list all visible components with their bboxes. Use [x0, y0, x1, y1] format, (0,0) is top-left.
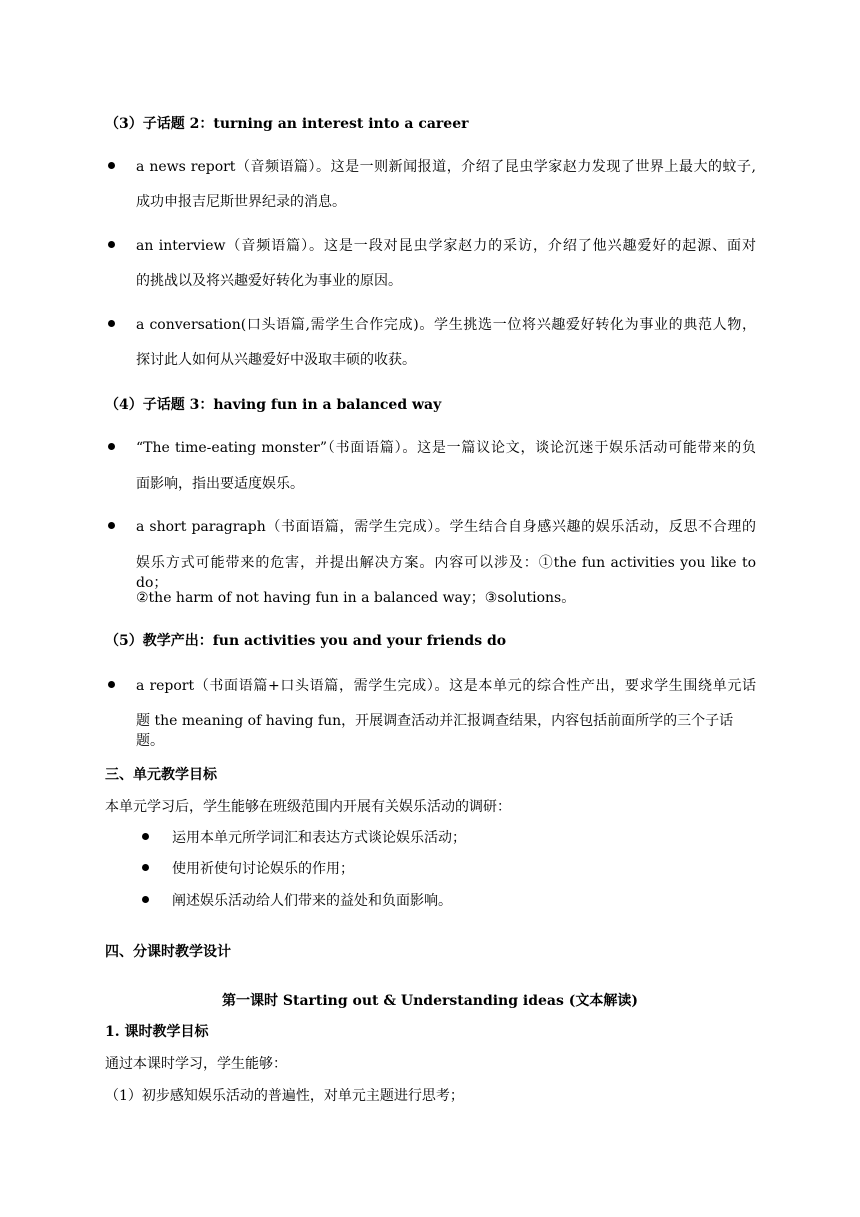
section-4-title: 四、分课时教学设计: [105, 944, 231, 960]
s4-item-1-line-2: 面影响，指出要适度娱乐。: [136, 476, 304, 492]
s3-item-2-line-1: an interview（音频语篇）。这是一段对昆虫学家赵力的采访，介绍了他兴趣爱好的起源、面对: [136, 238, 756, 254]
s3-item-3-line-1: a conversation(口头语篇,需学生合作完成)。学生挑选一位将兴趣爱好转化为事业的典范人物，: [136, 317, 756, 333]
lesson-goal-1: （1）初步感知娱乐活动的普遍性，对单元主题进行思考；: [105, 1088, 464, 1104]
lesson-goals-heading: 1. 课时教学目标: [105, 1024, 209, 1040]
lesson-goals-intro: 通过本课时学习，学生能够：: [105, 1056, 287, 1072]
s3-item-1-line-2: 成功申报吉尼斯世界纪录的消息。: [136, 194, 346, 210]
s4-item-1-line-1: “The time-eating monster”（书面语篇）。这是一篇议论文，谈论沉迷于娱乐活动可能带来的负: [136, 440, 756, 456]
lesson-1-title: 第一课时 Starting out & Understanding ideas (文本解读): [222, 993, 638, 1009]
unit-goal-1: 运用本单元所学词汇和表达方式谈论娱乐活动；: [172, 830, 466, 846]
unit-goal-2: 使用祈使句讨论娱乐的作用；: [172, 861, 354, 877]
bullet-icon: [142, 833, 149, 840]
bullet-icon: [108, 522, 115, 529]
teaching-output-heading: （5）教学产出：fun activities you and your friends do: [105, 633, 507, 649]
s5-item-1-line-2: 题 the meaning of having fun，开展调查活动并汇报调查结果，内容包括前面所学的三个子话题。: [136, 713, 734, 749]
s3-item-1-line-1: a news report（音频语篇）。这是一则新闻报道，介绍了昆虫学家赵力发现了世界上最大的蚊子,: [136, 159, 756, 175]
s3-item-2-line-2: 的挑战以及将兴趣爱好转化为事业的原因。: [136, 273, 402, 289]
unit-goal-3: 阐述娱乐活动给人们带来的益处和负面影响。: [172, 893, 452, 909]
s3-item-3-line-2: 探讨此人如何从兴趣爱好中汲取丰硕的收获。: [136, 352, 416, 368]
s4-item-2-line-3: ②the harm of not having fun in a balanced way；③solutions。: [136, 590, 576, 606]
s4-item-2-line-1: a short paragraph（书面语篇，需学生完成）。学生结合自身感兴趣的娱乐活动，反思不合理的: [136, 519, 756, 535]
bullet-icon: [108, 681, 115, 688]
s5-item-1-line-1: a report（书面语篇+口头语篇，需学生完成）。这是本单元的综合性产出，要求学生围绕单元话: [136, 678, 756, 694]
subtopic-3-heading: （4）子话题 3：having fun in a balanced way: [105, 397, 442, 413]
s4-item-2-line-2: 娱乐方式可能带来的危害，并提出解决方案。内容可以涉及：①the fun activities you like to do；: [136, 555, 756, 591]
bullet-icon: [108, 443, 115, 450]
subtopic-2-heading: （3）子话题 2：turning an interest into a career: [105, 116, 469, 132]
bullet-icon: [142, 864, 149, 871]
section-3-title: 三、单元教学目标: [105, 767, 217, 783]
bullet-icon: [108, 320, 115, 327]
bullet-icon: [108, 162, 115, 169]
section-3-intro: 本单元学习后，学生能够在班级范围内开展有关娱乐活动的调研：: [105, 799, 511, 815]
bullet-icon: [108, 241, 115, 248]
bullet-icon: [142, 896, 149, 903]
